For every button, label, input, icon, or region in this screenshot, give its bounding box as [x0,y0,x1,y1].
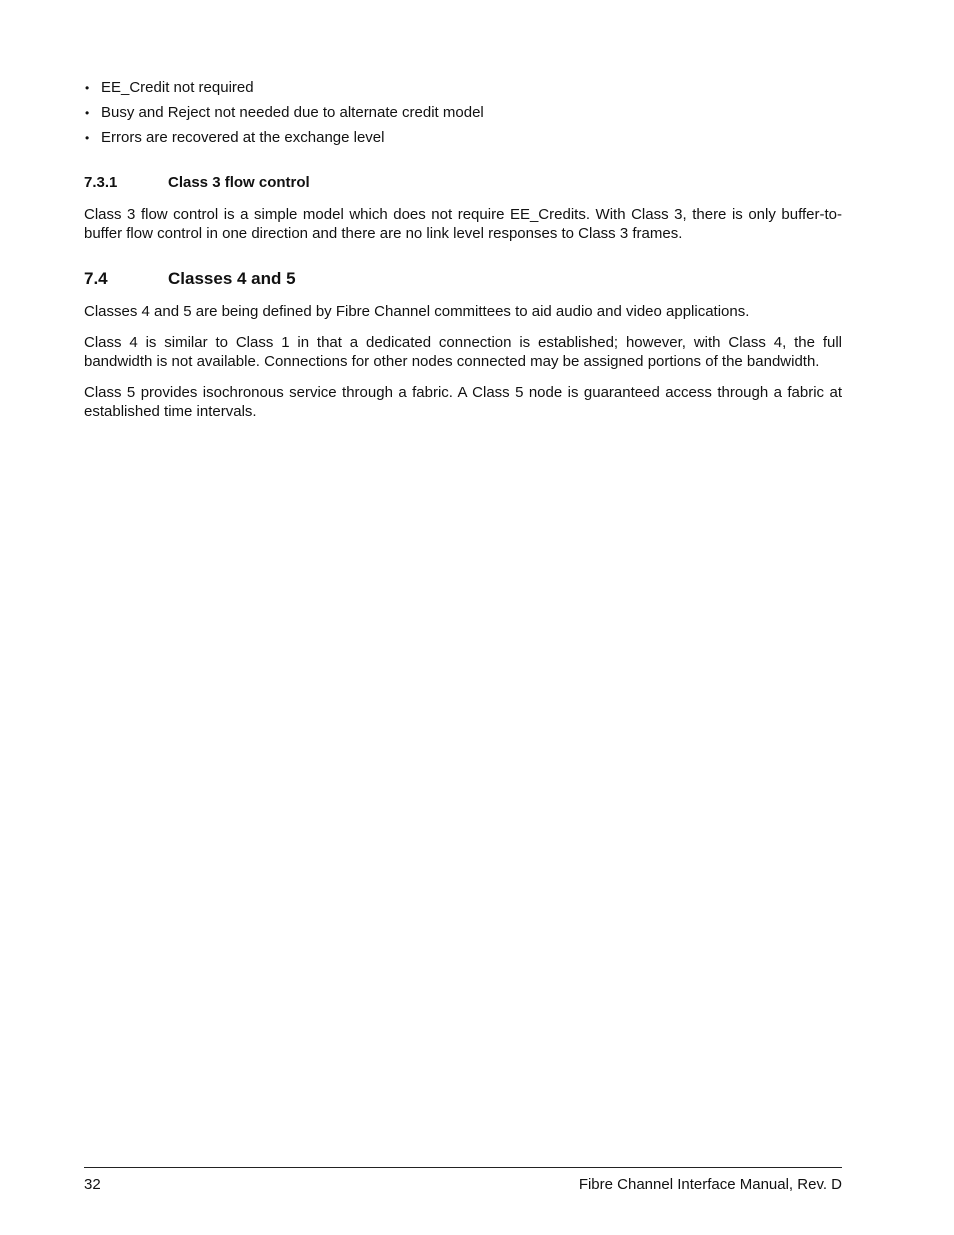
bullet-item [84,79,842,97]
section-title: Class 3 flow control [168,174,310,191]
bullet-glyph: • [85,106,90,120]
bullet-item [84,129,842,147]
bullet-glyph: • [85,81,90,95]
section-7-3-1-heading [84,174,842,192]
section-7-4-paragraph-1: Classes 4 and 5 are being defined by Fibre Channel committees to aid audio and video applications. [84,303,750,320]
footer-divider [84,1167,842,1168]
bullet-item [84,104,842,122]
section-7-4-heading [84,269,842,289]
bullet-list [84,79,842,154]
bullet-text: EE_Credit not required [101,79,254,96]
section-7-4-paragraph-3: Class 5 provides isochronous service through a fabric. A Class 5 node is guaranteed access through a fabric at established time intervals. [84,384,842,420]
section-number: 7.4 [84,269,108,288]
section-title: Classes 4 and 5 [168,269,296,288]
document-page [84,0,842,1235]
footer-document-title: Fibre Channel Interface Manual, Rev. D [578,1176,842,1193]
footer-page-number: 32 [84,1176,101,1193]
bullet-glyph: • [85,131,90,145]
section-number: 7.3.1 [84,174,118,191]
section-7-3-1-paragraph: Class 3 flow control is a simple model which does not require EE_Credits. With Class 3, there is only buffer-to-buffer flow control in one direction and there are no link level responses to Class 3 frames. [84,206,842,242]
section-7-4-paragraph-2: Class 4 is similar to Class 1 in that a dedicated connection is established; however, with Class 4, the full bandwidth is not available. Connections for other nodes connected may be assigned portions of the bandwidth. [84,334,842,370]
bullet-text: Busy and Reject not needed due to alternate credit model [101,104,484,121]
bullet-text: Errors are recovered at the exchange level [101,129,385,146]
